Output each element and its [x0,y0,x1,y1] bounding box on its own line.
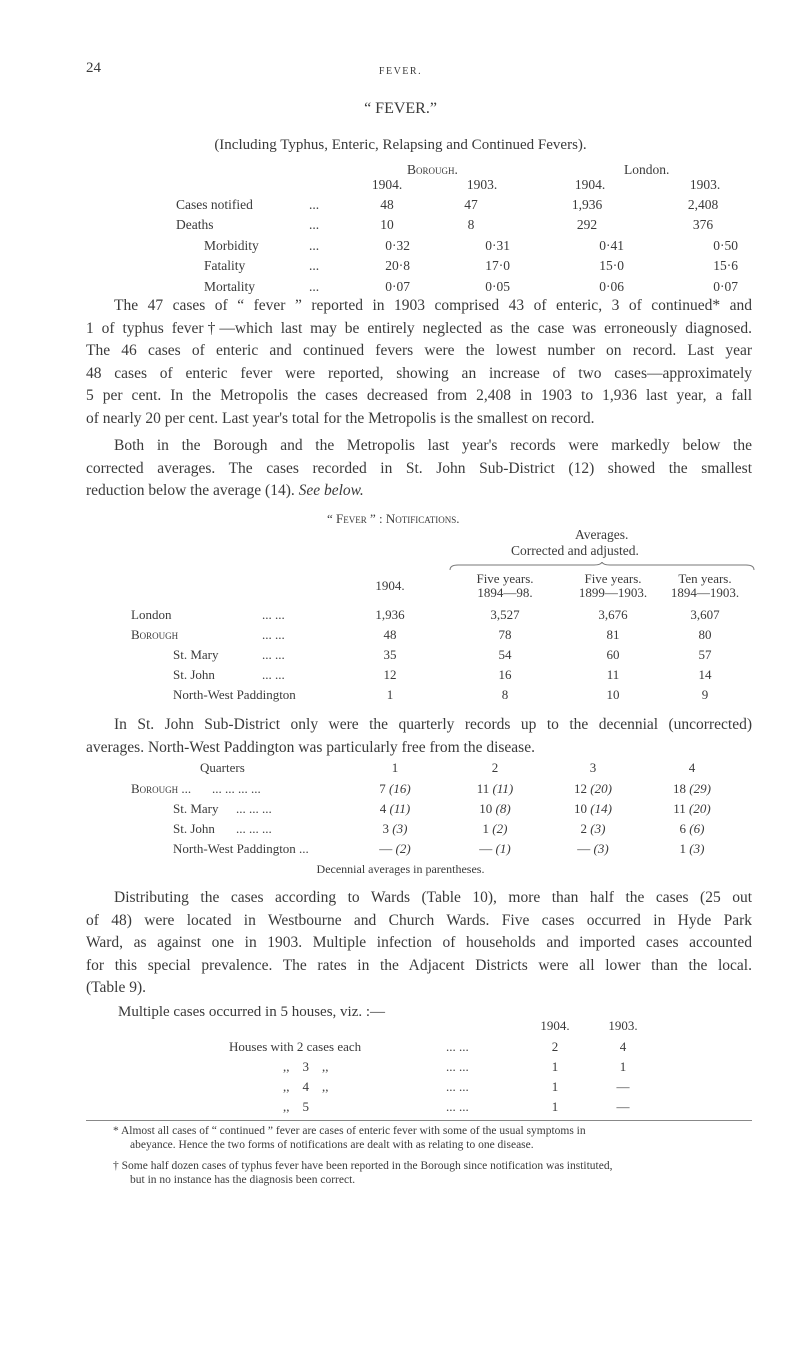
col-year: 1904. [574,177,606,192]
table-cell [355,841,435,857]
text-line: averages. North-West Paddington was particularly free from the disease. [86,738,535,756]
row-label: ,, 5 [283,1099,309,1114]
table-cell: 1 [551,1059,559,1074]
average: (3) [392,821,408,836]
table-cell [652,821,732,837]
value: 10 [574,801,588,816]
table-cell: 1 [619,1059,627,1074]
quarter-header: 4 [688,760,696,775]
row-label: ,, 4 ,, [283,1079,329,1094]
text-line: The 47 cases of “ fever ” reported in 1903 comprised 43 of enteric, 3 of continued* and [114,297,752,314]
footnote-text: * Almost all cases of “ continued ” fever are cases of enteric fever with some of the usual symptoms in [113,1125,586,1137]
group-header-borough: Borough. [407,162,458,177]
footnote-text: abeyance. Hence the two forms of notifications are dealt with as relating to one disease. [130,1139,534,1151]
table-caption: “ Fever ” : Notifications. [327,511,460,526]
leader-dots: ... ... [262,607,285,622]
table-cell: 0·41 [599,238,624,253]
value: 2 [580,821,588,836]
average: (8) [495,801,511,816]
leader-dots: ... [309,279,320,294]
page-number: 24 [86,60,101,76]
value: 7 [379,781,386,796]
text-line: for this special prevalence. The rates in the Adjacent Districts were all lower than the local. [86,956,752,974]
leader-dots: ... [309,258,320,273]
table-cell: 15·6 [713,258,738,273]
table-cell [652,781,732,797]
value: — [577,841,591,856]
table-cell [553,781,633,797]
table-cell: 1,936 [571,197,603,212]
value: 11 [673,801,686,816]
leader-dots: ... ... ... [236,801,272,816]
row-label: North-West Paddington ... [173,841,309,856]
table-cell: 3,527 [490,607,520,622]
leader-dots: ... ... [262,667,285,682]
value: 3 [382,821,390,836]
table-cell: 78 [498,627,512,642]
col-year: 1903. [608,1018,638,1033]
average: (16) [389,781,411,796]
table-cell: 292 [576,217,598,232]
table-cell: 60 [606,647,620,662]
col-year: 1903. [466,177,498,192]
table-cell: 8 [501,687,509,702]
average: (3) [590,821,606,836]
table-cell: 1 [551,1079,559,1094]
average: (2) [492,821,508,836]
page-subtitle: (Including Typhus, Enteric, Relapsing and Continued Fevers). [214,137,587,153]
table-cell [455,801,535,817]
table-cell: 3,676 [598,607,628,622]
col-year: 1904. [371,177,403,192]
text-line: corrected averages. The cases recorded in St. John Sub-District (12) showed the smallest [86,459,752,477]
table-cell: 1,936 [375,607,405,622]
table-cell: 15·0 [599,258,624,273]
table-cell [455,781,535,797]
average: (20) [689,801,711,816]
table-cell: — [616,1079,630,1094]
leader-dots: ... ... ... [236,821,272,836]
row-label: Borough ... [131,781,192,796]
row-label: St. Mary [173,647,219,662]
table-cell: 0·06 [599,279,624,294]
col-ten-years: Ten years. [678,571,732,586]
averages-heading: Averages. [575,527,629,542]
table-cell: 0·05 [485,279,510,294]
table-cell: 0·31 [485,238,510,253]
table-cell: 1 [386,687,394,702]
leader-dots: ... [309,197,320,212]
paragraph [86,435,752,503]
value: 18 [673,781,687,796]
leader-dots: ... [309,217,320,232]
row-label: Morbidity [204,238,259,253]
value: 10 [479,801,493,816]
quarter-header: 2 [491,760,499,775]
table-cell: 0·50 [713,238,738,253]
table-cell [553,821,633,837]
table-cell: 0·07 [385,279,410,294]
table-cell: 0·32 [385,238,410,253]
col-five-years: Five years. [584,571,642,586]
table-cell: 12 [383,667,397,682]
table-cell: 10 [380,217,394,232]
table-cell [553,801,633,817]
col-1904: 1904. [375,578,405,593]
value: 1 [482,821,490,836]
row-label: Mortality [204,279,255,294]
table-cell: 2 [551,1039,559,1054]
table-cell: 0·07 [713,279,738,294]
table-note: Decennial averages in parentheses. [316,862,485,876]
table-cell: 10 [606,687,620,702]
col-range: 1894—98. [477,585,533,600]
value: 4 [379,801,387,816]
col-range: 1894—1903. [670,585,740,600]
text-line: Both in the Borough and the Metropolis last year's records were markedly below the [114,437,752,454]
table-cell: 3,607 [690,607,720,622]
running-head: FEVER. [378,66,423,77]
value: — [479,841,493,856]
leader-dots: ... ... ... ... [212,781,261,796]
corrected-heading: Corrected and adjusted. [511,543,639,558]
table-cell: — [616,1099,630,1114]
table-cell: 8 [467,217,475,232]
value: 6 [679,821,687,836]
row-label: Cases notified [176,197,253,212]
paragraph [86,714,752,759]
text-line: (Table 9). [86,979,147,996]
row-label: Houses with 2 cases each [229,1039,362,1054]
paragraph [86,295,752,430]
leader-dots: ... ... [446,1079,469,1094]
col-year: 1904. [540,1018,570,1033]
table-cell: 1 [551,1099,559,1114]
table-cell: 48 [383,627,397,642]
average: (11) [492,781,514,796]
text-fragment: reduction below the average (14). [86,482,295,499]
text-line: of 48) were located in Westbourne and Church Wards. Five cases occurred in Hyde Park [86,911,752,929]
row-label: North-West Paddington [173,687,296,702]
paragraph [86,887,752,1000]
leader-dots: ... ... [262,647,285,662]
footnote-text: but in no instance has the diagnosis been correct. [130,1174,356,1186]
text-line: 5 per cent. In the Metropolis the cases decreased from 2,408 in 1903 to 1,936 last year, a fall [86,387,752,404]
average: (14) [590,801,612,816]
value: 1 [679,841,687,856]
row-label: Fatality [204,258,246,273]
table-cell: 47 [464,197,478,212]
table-intro: Multiple cases occurred in 5 houses, viz. :— [118,1004,386,1020]
table-cell [652,841,732,857]
text-line: Ward, as against one in 1903. Multiple infection of households and imported cases accounted [86,934,752,951]
col-year: 1903. [689,177,721,192]
table-cell: 80 [698,627,712,642]
row-label: St. John [173,821,215,836]
col-five-years: Five years. [476,571,534,586]
leader-dots: ... ... [446,1099,469,1114]
table-cell: 4 [619,1039,627,1054]
average: (1) [495,841,511,856]
average: (3) [593,841,609,856]
text-line [86,480,752,503]
table-cell [355,821,435,837]
table-cell [652,801,732,817]
table-cell: 48 [380,197,394,212]
table-cell: 57 [698,647,712,662]
table-cell [355,801,435,817]
text-line: The 46 cases of enteric and continued fevers were the lowest number on record. Last year [86,342,752,359]
table-cell: 14 [698,667,712,682]
average: (29) [689,781,711,796]
value: 12 [574,781,588,796]
table-cell: 35 [383,647,397,662]
row-label: London [131,607,172,622]
page-title: “ FEVER.” [364,100,437,117]
average: (11) [389,801,411,816]
table-cell: 11 [606,667,620,682]
leader-dots: ... ... [262,627,285,642]
table-cell: 54 [498,647,512,662]
table-cell [355,781,435,797]
table-cell: 20·8 [385,258,410,273]
quarter-header: 3 [589,760,597,775]
text-line: of nearly 20 per cent. Last year's total for the Metropolis is the smallest on record. [86,409,595,427]
table-cell: 17·0 [485,258,510,273]
average: (3) [689,841,705,856]
quarters-label: Quarters [200,760,245,775]
footnote-divider [86,1120,752,1121]
text-line: In St. John Sub-District only were the quarterly records up to the decennial (uncorrected) [114,716,752,733]
see-below-ref: See below. [298,482,364,499]
table-cell [455,841,535,857]
leader-dots: ... [309,238,320,253]
col-range: 1899—1903. [578,585,648,600]
value: 11 [476,781,490,796]
table-cell [553,841,633,857]
quarter-header: 1 [391,760,399,775]
average: (20) [590,781,612,796]
leader-dots: ... ... [446,1059,469,1074]
text-line: Distributing the cases according to Wards (Table 10), more than half the cases (25 out [114,889,752,906]
value: — [379,841,393,856]
row-label: St. John [173,667,215,682]
row-label: ,, 3 ,, [283,1059,329,1074]
row-label: Borough [131,627,179,642]
footnote-text: † Some half dozen cases of typhus fever have been reported in the Borough since notification was instituted, [113,1160,613,1172]
text-line: 1 of typhus fever†—which last may be entirely neglected as the case was erroneously diagnosed. [86,319,752,337]
table-cell: 9 [701,687,709,702]
row-label: St. Mary [173,801,219,816]
table-cell: 2,408 [687,197,719,212]
table-cell: 376 [692,217,714,232]
row-label: Deaths [176,217,214,232]
leader-dots: ... ... [446,1039,469,1054]
average: (6) [689,821,705,836]
text-line: 48 cases of enteric fever were reported, showing an increase of two cases—approximately [86,364,752,382]
group-header-london: London. [624,162,670,177]
table-cell: 81 [606,627,620,642]
table-cell [455,821,535,837]
average: (2) [395,841,411,856]
table-cell: 16 [498,667,512,682]
